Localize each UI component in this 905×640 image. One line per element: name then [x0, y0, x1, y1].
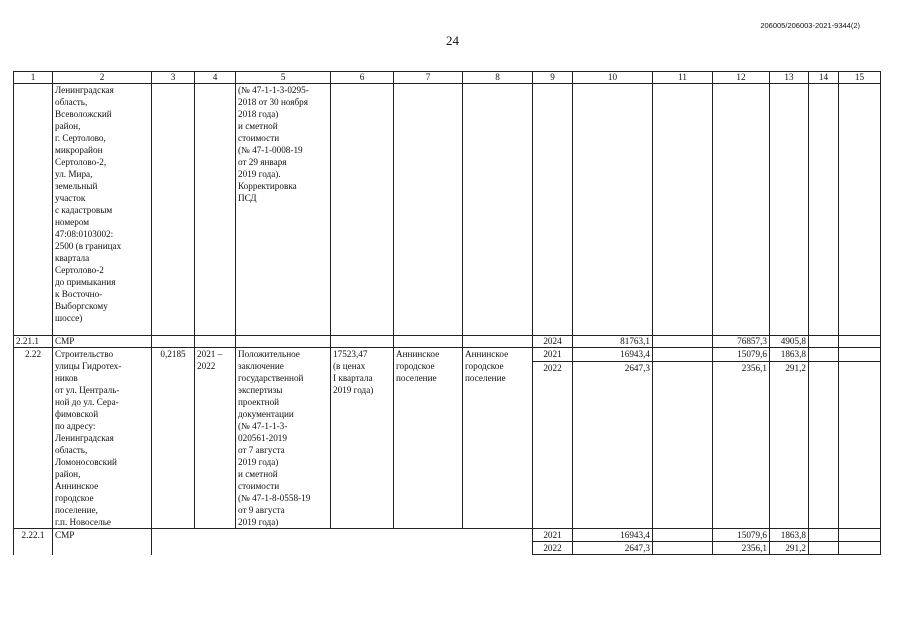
amount-cell: 15079,6 [713, 348, 770, 362]
column-header: 8 [463, 72, 533, 84]
expertise-cell: (№ 47-1-1-3-0295- 2018 от 30 ноября 2018 года) и сметной стоимости (№ 47-1-0008-19 от 29 января 2019 года). Корректировка ПСД [236, 84, 331, 336]
year-cell: 2022 [533, 362, 573, 375]
table-row [14, 529, 881, 542]
row-number: 2.22.1 [14, 529, 53, 555]
year-cell: 2021 [533, 348, 573, 362]
amount-cell: 76857,3 [713, 336, 770, 348]
year-cell: 2021 [533, 529, 573, 542]
expertise-cell: Положительное заключение государственной экспертизы проектной документации (№ 47-1-1-3- 020561-2019 от 7 августа 2019 года) и сметной стоимости (№ 47-1-8-0558-19 от 9 августа 2019 года) [236, 348, 331, 529]
amount-cell: 81763,1 [573, 336, 653, 348]
column-header: 9 [533, 72, 573, 84]
column-header: 4 [195, 72, 236, 84]
column-header: 10 [573, 72, 653, 84]
amount-cell: 15079,6 [713, 529, 770, 542]
object-address-cell: Ленинградская область, Всеволожский район, г. Сертолово, микрорайон Сертолово-2, ул. Мира, земельный участок с кадастровым номером 47:08:0103002: 2500 (в границах квартала Сертолово-2 до примыкания к Восточно- Выборгскому шоссе) [53, 84, 152, 336]
year-cell: 2022 [533, 542, 573, 555]
amount-cell: 2647,3 [573, 362, 653, 375]
row-name: СМР [53, 529, 152, 555]
column-header: 15 [839, 72, 881, 84]
recipient-cell: Аннинское городское поселение [463, 348, 533, 529]
column-header: 5 [236, 72, 331, 84]
budget-table [13, 71, 881, 555]
table-row [14, 84, 881, 336]
column-header: 14 [809, 72, 839, 84]
column-header: 3 [152, 72, 195, 84]
period-cell: 2021 – 2022 [195, 348, 236, 529]
object-name-cell: Строительство улицы Гидротех- ников от ул. Централь- ной до ул. Сера- фимовской по адресу: Ленинградская область, Ломоносовский район, Аннинское городское поселение, г.п. Новоселье [53, 348, 152, 529]
customer-cell: Аннинское городское поселение [394, 348, 463, 529]
document-code: 206005/206003-2021-9344(2) [760, 21, 860, 30]
amount-cell: 291,2 [770, 542, 809, 555]
amount-cell: 2356,1 [713, 542, 770, 555]
row-number: 2.22 [14, 348, 53, 529]
column-header: 12 [713, 72, 770, 84]
year-cell: 2024 [533, 336, 573, 348]
capacity-cell: 0,2185 [152, 348, 195, 529]
amount-cell: 4905,8 [770, 336, 809, 348]
estimate-cell: 17523,47 (в ценах I квартала 2019 года) [331, 348, 394, 529]
amount-cell: 1863,8 [770, 348, 809, 362]
table-row [14, 336, 881, 348]
amount-cell: 291,2 [770, 362, 809, 375]
table-row [14, 348, 881, 362]
amount-cell: 2356,1 [713, 362, 770, 375]
column-header: 7 [394, 72, 463, 84]
column-header: 1 [14, 72, 53, 84]
column-header: 11 [653, 72, 713, 84]
column-header: 2 [53, 72, 152, 84]
column-header: 13 [770, 72, 809, 84]
amount-cell: 1863,8 [770, 529, 809, 542]
column-number-row [14, 72, 881, 84]
column-header: 6 [331, 72, 394, 84]
page-number: 24 [446, 33, 459, 48]
row-name: СМР [53, 336, 152, 348]
amount-cell: 16943,4 [573, 348, 653, 362]
amount-cell: 16943,4 [573, 529, 653, 542]
row-number: 2.21.1 [14, 336, 53, 348]
amount-cell: 2647,3 [573, 542, 653, 555]
